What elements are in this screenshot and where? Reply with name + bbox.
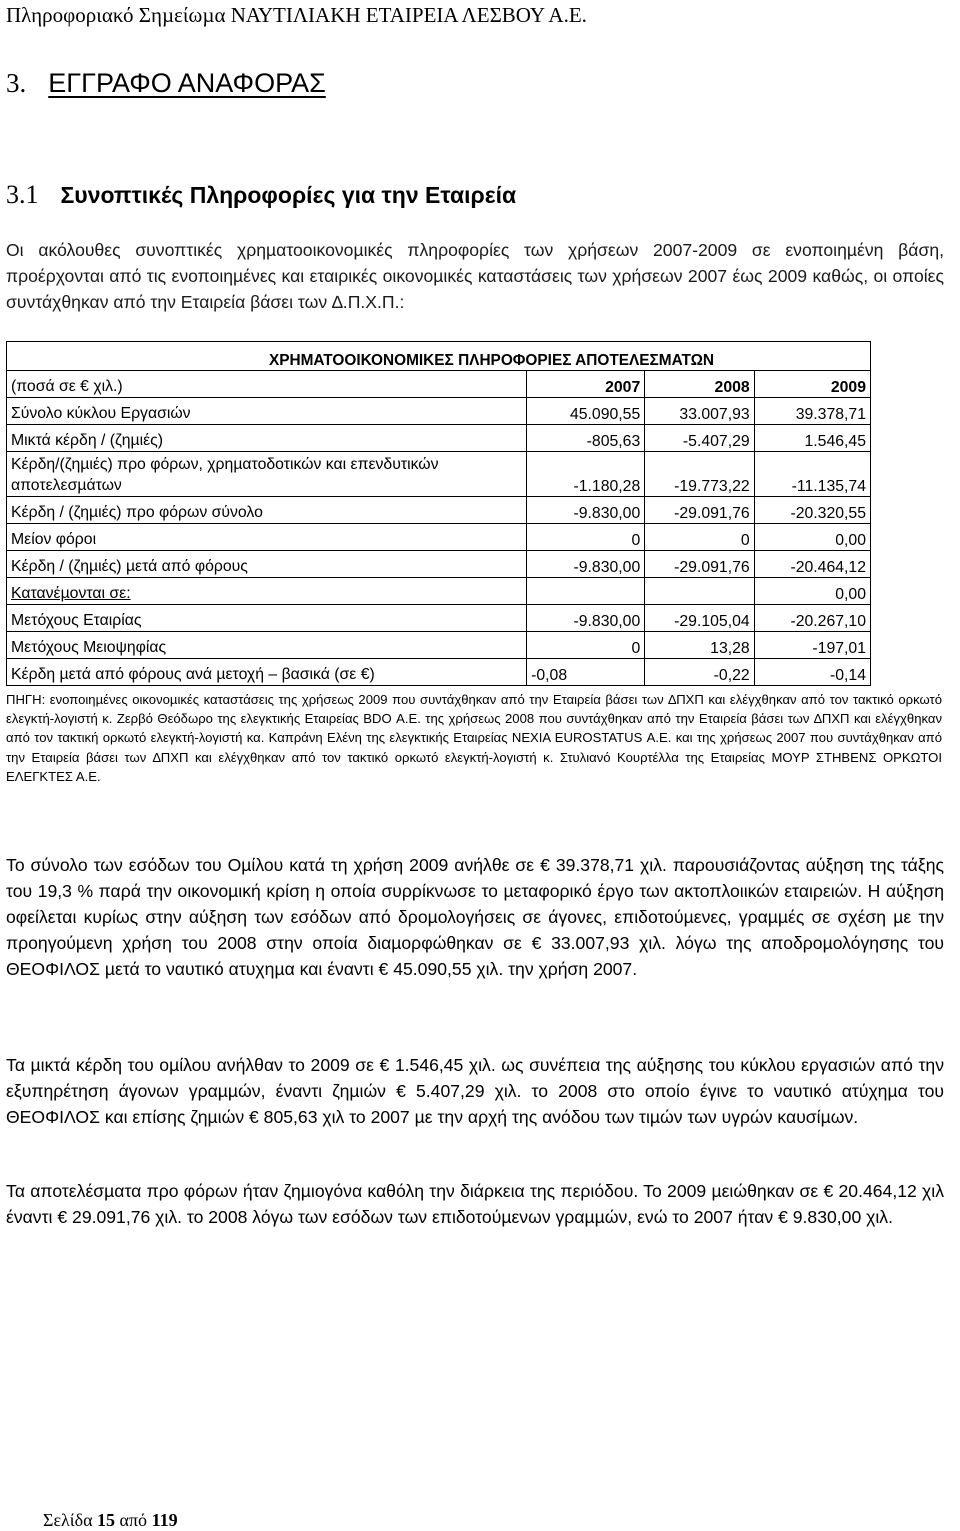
row-label: Μετόχους Μειοψηφίας xyxy=(7,632,527,659)
row-label: Κέρδη µετά από φόρους ανά µετοχή – βασικά (σε €) xyxy=(7,659,527,686)
subsection-title: Συνοπτικές Πληροφορίες για την Εταιρεία xyxy=(60,182,517,208)
cell-value: 1.546,45 xyxy=(754,425,870,452)
document-header: Πληροφοριακό Σηµείωµα ΝΑΥΤΙΛΙΑΚΗ ΕΤΑΙΡΕΙΑ ΛΕΣΒΟΥ Α.Ε. xyxy=(6,3,587,27)
table-row xyxy=(7,452,871,497)
page-total: 119 xyxy=(151,1510,178,1530)
section-heading xyxy=(6,68,326,99)
body-paragraph: Τα µικτά κέρδη του οµίλου ανήλθαν το 2009 σε € 1.546,45 χιλ. ως συνέπεια της αύξησης του κύκλου εργασιών από την εξυπηρέτηση άγονων γραµµών, έναντι ζηµιών € 5.407,29 χιλ. το 2008 στο οποίο έγινε το ναυτικό ατύχηµα του ΘΕΟΦΙΛΟΣ και επίσης ζηµιών € 805,63 χιλ το 2007 µε την αρχή της ανόδου των τιµών των υγρών καυσίµων. xyxy=(6,1055,944,1127)
financial-table xyxy=(6,341,871,686)
year-header: 2009 xyxy=(754,371,870,398)
table-row xyxy=(7,524,871,551)
row-label: Μικτά κέρδη / (ζηµιές) xyxy=(7,425,527,452)
cell-value: 0 xyxy=(645,524,754,551)
table-row xyxy=(7,398,871,425)
cell-value: 0 xyxy=(527,632,645,659)
body-paragraph: Το σύνολο των εσόδων του Οµίλου κατά τη χρήση 2009 ανήλθε σε € 39.378,71 χιλ. παρουσιάζοντας αύξηση της τάξης του 19,3 % παρά την οικονοµική κρίση η οποία συρρίκνωσε το µεταφορικό έργο των ακτοπλοιικών εταιρειών. Η αύξηση οφείλεται κυρίως στην αύξηση των εσόδων από δροµολογήσεις σε άγονες, επιδοτούµενες, γραµµές σε σχέση µε την προηγούµενη χρήση του 2008 στην οποία διαµορφώθηκαν σε € 33.007,93 χιλ. λόγω της αποδροµολόγησης του ΘΕΟΦΙΛΟΣ µετά το ναυτικό ατυχηµα και έναντι € 45.090,55 χιλ. την χρήση 2007. xyxy=(6,855,944,979)
intro-paragraph: Οι ακόλουθες συνοπτικές χρηµατοοικονοµικές πληροφορίες των χρήσεων 2007-2009 σε ενοποιηµένη βάση, προέρχονται από τις ενοποιηµένες και εταιρικές οικονοµικές καταστάσεις των χρήσεων 2007 έως 2009 καθώς, οι οποίες συντάχθηκαν από την Εταιρεία βάσει των ∆.Π.Χ.Π.: xyxy=(6,240,944,312)
row-label: Κέρδη / (ζηµιές) προ φόρων σύνολο xyxy=(7,497,527,524)
cell-value: -29.105,04 xyxy=(645,605,754,632)
unit-label: (ποσά σε € χιλ.) xyxy=(7,371,527,398)
cell-value: -805,63 xyxy=(527,425,645,452)
table-row xyxy=(7,659,871,686)
row-label: Κέρδη/(ζηµιές) προ φόρων, χρηµατοδοτικών και επενδυτικών αποτελεσµάτων xyxy=(7,452,527,497)
cell-value: -11.135,74 xyxy=(754,452,870,497)
cell-value: 33.007,93 xyxy=(645,398,754,425)
subsection-heading xyxy=(6,180,516,210)
cell-value: -5.407,29 xyxy=(645,425,754,452)
row-label: Μετόχους Εταιρίας xyxy=(7,605,527,632)
table-title-row xyxy=(7,342,871,371)
cell-value: -197,01 xyxy=(754,632,870,659)
cell-value xyxy=(645,578,754,605)
cell-value xyxy=(527,578,645,605)
table-row xyxy=(7,551,871,578)
cell-value: -29.091,76 xyxy=(645,551,754,578)
cell-value: 0,00 xyxy=(754,524,870,551)
cell-value: -1.180,28 xyxy=(527,452,645,497)
cell-value: 45.090,55 xyxy=(527,398,645,425)
row-label: Σύνολο κύκλου Εργασιών xyxy=(7,398,527,425)
table-row xyxy=(7,632,871,659)
source-note: ΠΗΓΗ: ενοποιηµένες οικονοµικές καταστάσεις της χρήσεως 2009 που συντάχθηκαν από την Εταιρεία βάσει των ∆ΠΧΠ και ελέγχθηκαν από τον τακτικό ορκωτό ελεγκτή-λογιστή κ. Ζερβό Θεόδωρο της ελεγκτικής Εταιρείας BDO Α.Ε. της χρήσεως 2008 που συντάχθηκαν από την Εταιρεία βάσει των ∆ΠΧΠ και ελέγχθηκαν από τον τακτική ορκωτό ελεγκτή-λογιστή κα. Καπράνη Ελένη της ελεγκτικής Εταιρείας NEXIA EUROSTATUS Α.Ε. και της χρήσεως 2007 που συντάχθηκαν από την Εταιρεία βάσει των ∆ΠΧΠ και ελέγχθηκαν από τον τακτικό ορκωτό ελεγκτή-λογιστή κ. Στυλιανό Κουρτέλλα της Εταιρείας ΜΟΥΡ ΣΤΗΒΕΝΣ ΟΡΚΩΤΟΙ ΕΛΕΓΚΤΕΣ Α.Ε. xyxy=(6,692,942,784)
cell-value: -9.830,00 xyxy=(527,551,645,578)
table-row xyxy=(7,605,871,632)
cell-value: 13,28 xyxy=(645,632,754,659)
page-number: 15 xyxy=(97,1510,116,1530)
cell-value: -20.464,12 xyxy=(754,551,870,578)
table-title: ΧΡΗΜΑΤΟΟΙΚΟΝΟΜΙΚΕΣ ΠΛΗΡΟΦΟΡΙΕΣ ΑΠΟΤΕΛΕΣΜΑΤΩΝ xyxy=(7,342,871,371)
year-header: 2008 xyxy=(645,371,754,398)
cell-value: 0,00 xyxy=(754,578,870,605)
cell-value: 39.378,71 xyxy=(754,398,870,425)
cell-value: 0 xyxy=(527,524,645,551)
table-row xyxy=(7,425,871,452)
row-label: Κατανέµονται σε: xyxy=(7,578,527,605)
cell-value: -20.267,10 xyxy=(754,605,870,632)
year-header: 2007 xyxy=(527,371,645,398)
cell-value: -29.091,76 xyxy=(645,497,754,524)
section-title: ΕΓΓΡΑΦΟ ΑΝΑΦΟΡΑΣ xyxy=(48,68,326,98)
cell-value: -0,14 xyxy=(754,659,870,686)
row-label: Μείον φόροι xyxy=(7,524,527,551)
cell-value: -9.830,00 xyxy=(527,497,645,524)
cell-value: -19.773,22 xyxy=(645,452,754,497)
row-label: Κέρδη / (ζηµιές) µετά από φόρους xyxy=(7,551,527,578)
section-number: 3. xyxy=(6,68,27,98)
subsection-number: 3.1 xyxy=(6,180,39,209)
footer-prefix: Σελίδα xyxy=(43,1510,93,1530)
table-header-row xyxy=(7,371,871,398)
table-row xyxy=(7,578,871,605)
cell-value: -9.830,00 xyxy=(527,605,645,632)
page-footer xyxy=(43,1510,178,1531)
cell-value: -0,08 xyxy=(527,659,645,686)
cell-value: -0,22 xyxy=(645,659,754,686)
body-paragraph: Τα αποτελέσµατα προ φόρων ήταν ζηµιογόνα καθόλη την διάρκεια της περιόδου. Το 2009 µειώθηκαν σε € 20.464,12 χιλ έναντι € 29.091,76 χιλ. το 2008 λόγω των εσόδων των επιδοτούµενων γραµµών, ενώ το 2007 ήταν € 9.830,00 χιλ. xyxy=(6,1181,944,1227)
footer-middle: από xyxy=(119,1510,148,1530)
cell-value: -20.320,55 xyxy=(754,497,870,524)
table-row xyxy=(7,497,871,524)
